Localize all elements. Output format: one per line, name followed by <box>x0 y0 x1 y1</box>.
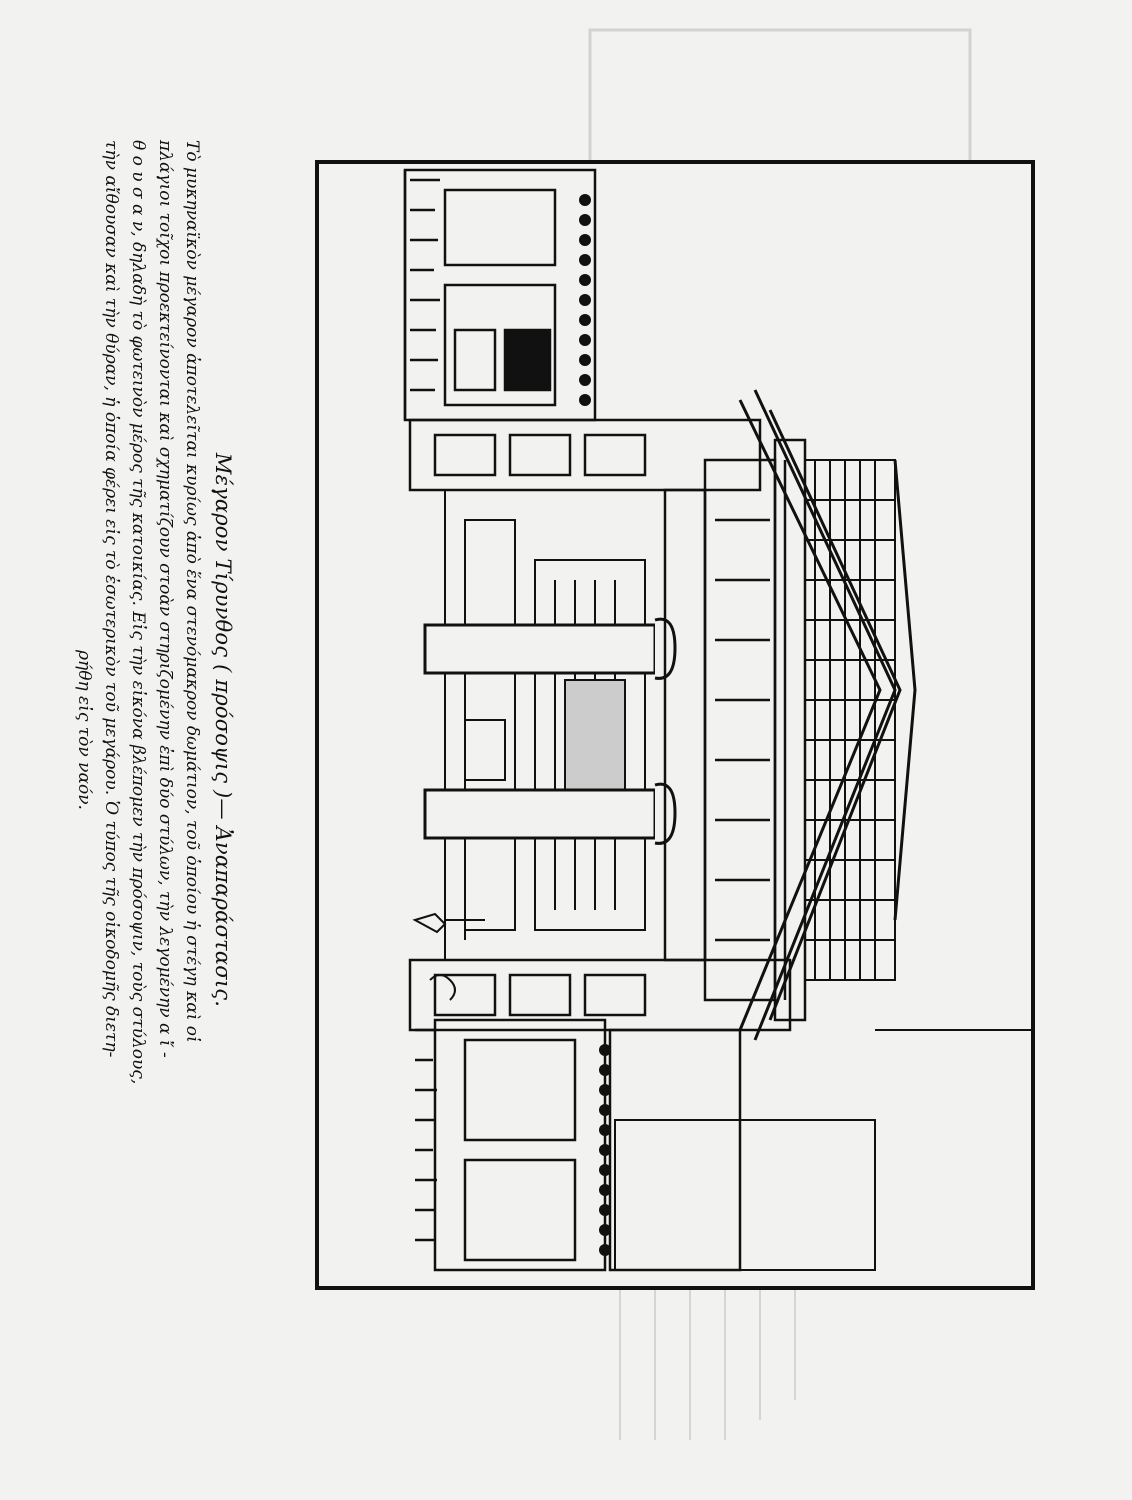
caption-line: θ ο υ σ α ν, δηλαδὴ τὸ φωτεινὸν μέρος τῆς κατοικίας. Εἰς τὴν εἰκόνα βλέπομεν τὴν πρόσοψιν, τοὺς στύλους, <box>128 140 148 1085</box>
caption-line: Τὸ μυκηναϊκὸν μέγαρον ἀποτελεῖται κυρίως ἀπὸ ἕνα στενόμακρον δωμάτιον, τοῦ ὁποίου ἡ στέγη καὶ οἱ <box>182 140 202 1043</box>
caption <box>65 140 235 1320</box>
caption-line: τὴν αἴθουσαν καὶ τὴν θύραν, ἡ ὁποία φέρει εἰς τὸ ἐσωτερικὸν τοῦ μεγάρου. Ὁ τύπος τῆς οἰκοδομῆς διετη- <box>101 140 121 1058</box>
caption-line: πλάγιοι τοῖχοι προεκτείνονται καὶ σχηματίζουν στοὰν στηριζομένην ἐπὶ δύο στύλων, τὴν λεγομένην α ἴ - <box>155 140 175 1058</box>
caption-line: ρήθη εἰς τὸν ναόν. <box>74 650 94 810</box>
caption-title: Μέγαρον Τίρυνθος ( πρόσοψις )— Ἀναπαράστασις. <box>211 452 235 1008</box>
megaron-illustration <box>315 160 1035 1290</box>
caption-body <box>70 140 205 1320</box>
